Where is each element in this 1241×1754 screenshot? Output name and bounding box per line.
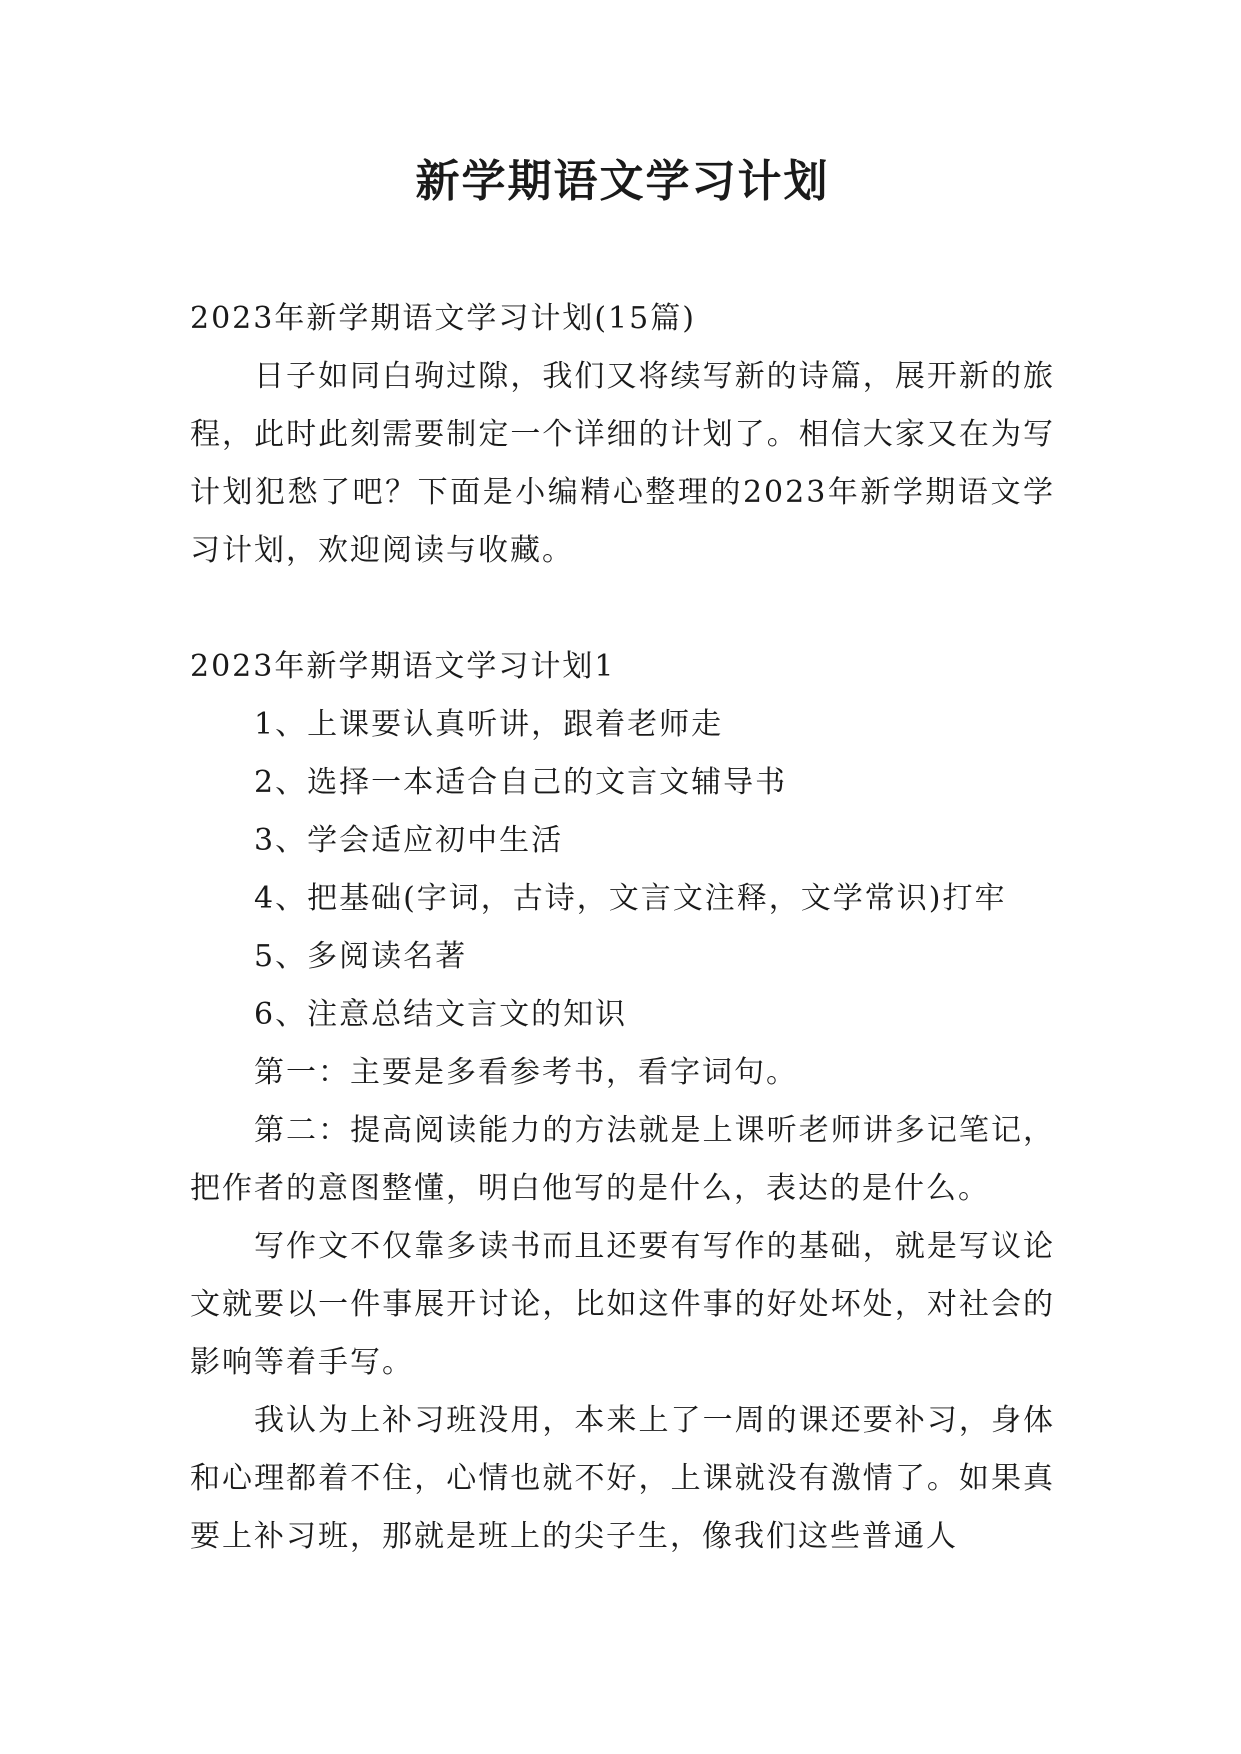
body-paragraph: 第二：提高阅读能力的方法就是上课听老师讲多记笔记，把作者的意图整懂，明白他写的是什么，表达的是什么。 <box>190 1113 1055 1206</box>
list-item: 6、注意总结文言文的知识 <box>254 997 628 1032</box>
list-item: 4、把基础(字词，古诗，文言文注释，文学常识)打牢 <box>254 881 1007 916</box>
document-body <box>190 290 1055 1566</box>
section-spacer <box>190 580 1055 638</box>
document-title: 新学期语文学习计划 <box>415 156 830 207</box>
list-item: 2、选择一本适合自己的文言文辅导书 <box>254 765 788 800</box>
body-paragraph: 我认为上补习班没用，本来上了一周的课还要补习，身体和心理都着不住，心情也就不好，上课就没有激情了。如果真要上补习班，那就是班上的尖子生，像我们这些普通人 <box>190 1403 1055 1554</box>
intro-paragraph: 日子如同白驹过隙，我们又将续写新的诗篇，展开新的旅程，此时此刻需要制定一个详细的计划了。相信大家又在为写计划犯愁了吧？下面是小编精心整理的2023年新学期语文学习计划，欢迎阅读与收藏。 <box>190 359 1055 568</box>
section-heading: 2023年新学期语文学习计划1 <box>190 649 616 684</box>
list-item: 5、多阅读名著 <box>254 939 468 974</box>
body-paragraph: 第一：主要是多看参考书，看字词句。 <box>254 1055 798 1090</box>
list-item: 3、学会适应初中生活 <box>254 823 564 858</box>
body-paragraph: 写作文不仅靠多读书而且还要有写作的基础，就是写议论文就要以一件事展开讨论，比如这件事的好处坏处，对社会的影响等着手写。 <box>190 1229 1055 1380</box>
list-item: 1、上课要认真听讲，跟着老师走 <box>254 707 724 742</box>
intro-heading: 2023年新学期语文学习计划(15篇) <box>190 301 696 336</box>
